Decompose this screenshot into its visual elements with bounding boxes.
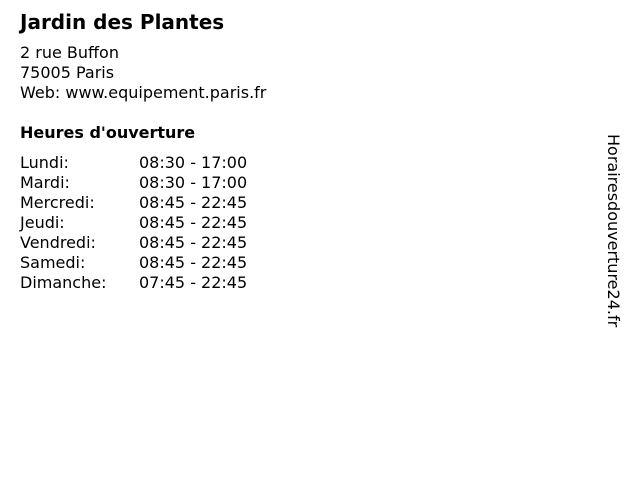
time-range: 08:45 - 22:45 <box>139 193 248 212</box>
opening-hours-heading: Heures d'ouverture <box>20 123 196 142</box>
time-range: 08:45 - 22:45 <box>139 253 248 272</box>
address-block <box>20 43 266 103</box>
day-label: Mercredi: <box>20 193 95 212</box>
day-label: Jeudi: <box>20 213 65 232</box>
site-watermark: Horairesdouverture24.fr <box>604 134 623 328</box>
day-label: Mardi: <box>20 173 70 192</box>
day-label: Dimanche: <box>20 273 107 292</box>
place-title: Jardin des Plantes <box>20 10 225 34</box>
day-label: Lundi: <box>20 153 69 172</box>
day-label: Samedi: <box>20 253 86 272</box>
time-range: 08:45 - 22:45 <box>139 213 248 232</box>
address-web: Web: www.equipement.paris.fr <box>20 83 267 102</box>
day-label: Vendredi: <box>20 233 96 252</box>
time-range: 08:30 - 17:00 <box>139 153 248 172</box>
time-range: 08:45 - 22:45 <box>139 233 248 252</box>
address-street: 2 rue Buffon <box>20 43 119 62</box>
address-city: 75005 Paris <box>20 63 115 82</box>
time-range: 07:45 - 22:45 <box>139 273 248 292</box>
time-range: 08:30 - 17:00 <box>139 173 248 192</box>
